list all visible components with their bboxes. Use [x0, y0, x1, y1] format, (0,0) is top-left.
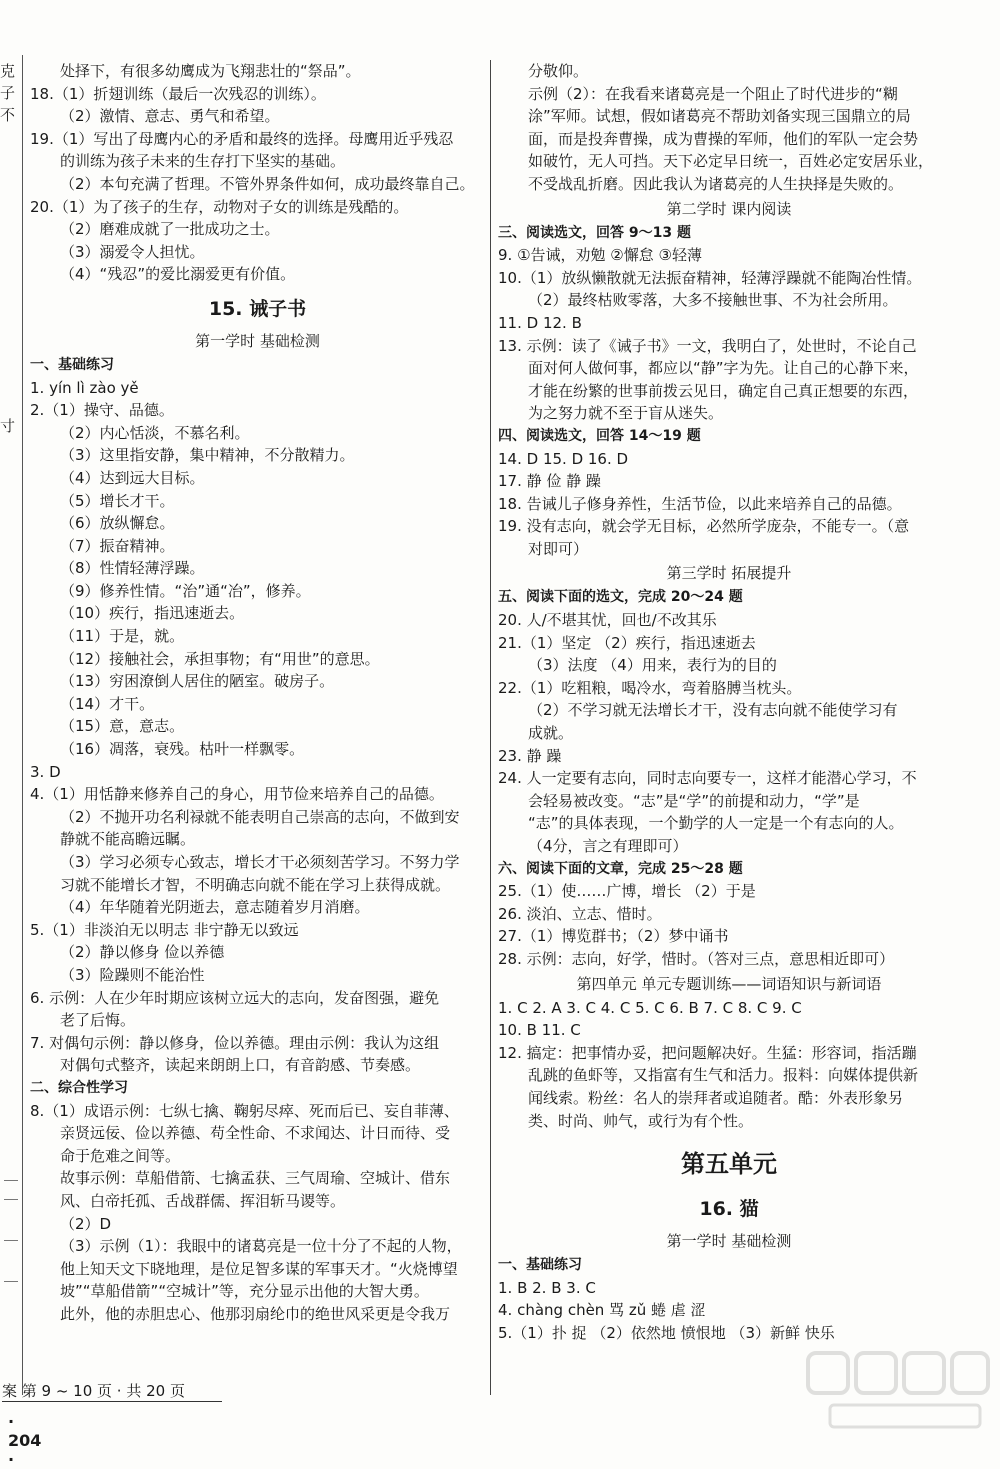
answer-line: （8）性情轻薄浮躁。 [60, 559, 205, 578]
answer-line: 坡”“草船借箭”“空城计”等，充分显示出他的大智大勇。 [60, 1282, 429, 1301]
answer-line: 4. chàng chèn 骂 zǔ 蜷 虐 涩 [498, 1301, 706, 1320]
answer-line: 面，而是投奔曹操，成为曹操的军师，他们的军队一定会势 [528, 129, 919, 148]
answer-line: 1. C 2. A 3. C 4. C 5. C 6. B 7. C 8. C 9. C [498, 998, 802, 1017]
answer-line: 26. 淡泊、立志、惜时。 [498, 904, 662, 923]
answer-line: 10. B 11. C [498, 1021, 581, 1040]
answer-line: （2）磨难成就了一批成功之士。 [60, 220, 280, 239]
answer-line: （2）不学习就无法增长才干，没有志向就不能使学习有 [528, 701, 898, 720]
section-heading: 五、阅读下面的选文，完成 20～24 题 [498, 589, 743, 606]
section-heading: 一、基础练习 [498, 1257, 582, 1274]
section-heading: 六、阅读下面的文章，完成 25～28 题 [498, 860, 743, 877]
answer-line: 涂”军师。试想，假如诸葛亮不帮助刘备实现三国鼎立的局 [528, 107, 911, 126]
edge-mark [4, 1240, 18, 1282]
answer-line: 不受战乱折磨。因此我认为诸葛亮的人生抉择是失败的。 [528, 174, 904, 193]
answer-line: （3）法度 （4）用来，表行为的目的 [528, 656, 777, 675]
subsection-heading: 第二学时 课内阅读 [666, 199, 792, 218]
answer-line: 的训练为孩子未来的生存打下坚实的基础。 [60, 152, 346, 171]
answer-line: 才能在纷繁的世事前拨云见日，确定自己真正想要的东西， [528, 381, 919, 400]
left-column [30, 60, 485, 1325]
answer-line: （14）才干。 [60, 694, 155, 713]
left-edge-cropped-text [0, 60, 22, 435]
answer-line: 6. 示例：人在少年时期应该树立远大的志向，发奋图强，避免 [30, 988, 440, 1007]
answer-line: （2）最终枯败零落，大多不接触世事、不为社会所用。 [528, 291, 898, 310]
answer-line: 8.（1）成语示例：七纵七擒、鞠躬尽瘁、死而后已、妄自菲薄、 [30, 1101, 459, 1120]
answer-line: 23. 静 躁 [498, 746, 562, 765]
edge-char: 克 [0, 62, 16, 80]
answer-line: 类、时尚、帅气，或行为有个性。 [528, 1111, 754, 1130]
section-heading: 二、综合性学习 [30, 1079, 128, 1096]
column-divider [490, 60, 491, 1395]
answer-line: 他上知天文下晓地理，是位足智多谋的军事天才。“火烧博望 [60, 1259, 458, 1278]
answer-line: （7）振奋精神。 [60, 536, 175, 555]
answer-line: （3）示例（1）：我眼中的诸葛亮是一位十分了不起的人物， [60, 1237, 462, 1256]
page-range: 案 第 9 ~ 10 页 · 共 20 页 [2, 1380, 222, 1402]
answer-line: 9. ①告诫，劝勉 ②懈怠 ③轻薄 [498, 246, 702, 265]
answer-line: 3. D [30, 762, 61, 781]
answer-line: （4分，言之有理即可） [528, 837, 688, 855]
answer-line: 24. 人一定要有志向，同时志向要专一，这样才能潜心学习，不 [498, 769, 917, 788]
answer-line: 乱跳的鱼虾等，又指富有生气和活力。报料：向媒体提供新 [528, 1066, 919, 1085]
unit-heading: 第五单元 [681, 1150, 777, 1179]
answer-line: 21.（1）坚定 （2）疾行，指迅速逝去 [498, 633, 756, 652]
answer-line: 故事示例：草船借箭、七擒孟获、三气周瑜、空城计、借东 [60, 1169, 451, 1188]
subsection-heading: 第一学时 基础检测 [666, 1232, 792, 1251]
answer-line: 成就。 [528, 724, 574, 743]
answer-line: 28. 示例：志向，好学，惜时。（答对三点，意思相近即可） [498, 949, 895, 968]
answer-line: 19.（1）写出了母鹰内心的矛盾和最终的选择。母鹰用近乎残忍 [30, 129, 454, 148]
answer-line: 此外，他的赤胆忠心、他那羽扇纶巾的绝世风采更是令我万 [60, 1304, 451, 1323]
answer-line: （2）不抛开功名利禄就不能表明自己崇高的志向，不做到安 [60, 807, 460, 826]
answer-line: （4）达到远大目标。 [60, 468, 205, 487]
edge-char: 寸 [0, 417, 16, 435]
answer-line: 面对何人做何事，都应以“静”字为先。让自己的心静下来， [528, 359, 919, 378]
answer-line: “志”的具体表现，一个勤学的人一定是一个有志向的人。 [528, 814, 904, 833]
answer-line: 10.（1）放纵懒散就无法振奋精神，轻薄浮躁就不能陶冶性情。 [498, 268, 922, 287]
lesson-title: 15. 诫子书 [208, 297, 307, 320]
section-heading: 一、基础练习 [30, 356, 114, 373]
subsection-heading: 第一学时 基础检测 [195, 331, 320, 350]
watermark-logo-icon [800, 1345, 995, 1435]
answer-line: 18.（1）折翅训练（最后一次残忍的训练）。 [30, 84, 326, 103]
edge-char: 不 [0, 106, 16, 124]
answer-line: 20.（1）为了孩子的生存，动物对子女的训练是残酷的。 [30, 197, 409, 216]
answer-line: （5）增长才干。 [60, 491, 175, 510]
answer-line: 处择下，有很多幼鹰成为飞翔悲壮的“祭品”。 [60, 62, 361, 80]
answer-line: 5.（1）扑 捉 （2）依然地 愤恨地 （3）新鲜 快乐 [498, 1323, 835, 1342]
answer-line: （9）修养性情。“治”通“冶”，修养。 [60, 581, 311, 600]
answer-line: （6）放纵懈怠。 [60, 514, 175, 533]
answer-line: 20. 人/不堪其忧，回也/不改其乐 [498, 611, 717, 630]
subsection-heading: 第三学时 拓展提升 [666, 564, 792, 583]
answer-line: 亲贤远佞、俭以养德、苟全性命、不求闻达、计日而待、受 [60, 1124, 451, 1143]
section-heading: 三、阅读选文，回答 9～13 题 [498, 224, 691, 241]
binding-line [22, 55, 23, 1395]
answer-line: 风、白帝托孤、舌战群儒、挥泪斩马谡等。 [60, 1191, 346, 1210]
answer-line: （11）于是，就。 [60, 627, 185, 646]
answer-line: （4）年华随着光阴逝去，意志随着岁月消磨。 [60, 898, 370, 917]
answer-line: （16）凋落，衰残。枯叶一样飘零。 [60, 740, 305, 759]
answer-line: 1. yín lì zào yě [30, 378, 139, 397]
answer-line: 静就不能高瞻远瞩。 [60, 830, 196, 849]
answer-line: 为之努力就不至于盲从迷失。 [528, 404, 724, 423]
answer-line: 11. D 12. B [498, 313, 582, 332]
answer-line: （13）穷困潦倒人居住的陋室。破房子。 [60, 672, 335, 691]
right-column [498, 60, 960, 1345]
answer-line: 5.（1）非淡泊无以明志 非宁静无以致远 [30, 920, 299, 939]
answer-line: （3）学习必须专心致志，增长才干必须刻苦学习。不努力学 [60, 853, 460, 871]
answer-line: 示例（2）：在我看来诸葛亮是一个阻止了时代进步的“糊 [528, 84, 898, 103]
answer-line: 分敬仰。 [528, 62, 589, 80]
answer-line: 对偶句式整齐，读起来朗朗上口，有音韵感、节奏感。 [60, 1056, 421, 1075]
answer-line: 13. 示例：读了《诫子书》一文，我明白了，处世时，不论自己 [498, 336, 917, 355]
answer-line: 老了后悔。 [60, 1011, 136, 1030]
page-number: · 204 · [8, 1412, 42, 1469]
answer-line: （2）静以修身 俭以养德 [60, 943, 225, 962]
answer-line: （2）本句充满了哲理。不管外界条件如何，成功最终靠自己。 [60, 174, 475, 193]
answer-line: 4.（1）用恬静来修养自己的身心，用节俭来培养自己的品德。 [30, 785, 444, 804]
answer-line: （2）激情、意志、勇气和希望。 [60, 107, 280, 126]
answer-line: 19. 没有志向，就会学无目标，必然所学庞杂，不能专一。（意 [498, 517, 910, 536]
answer-line: 27.（1）博览群书；（2）梦中诵书 [498, 927, 729, 946]
answer-line: （3）这里指安静，集中精神，不分散精力。 [60, 446, 355, 465]
answer-line: 会轻易被改变。“志”是“学”的前提和动力，“学”是 [528, 791, 860, 810]
edge-mark [4, 1180, 18, 1200]
lesson-title: 16. 猫 [699, 1198, 759, 1221]
answer-line: 2.（1）操守、品德。 [30, 401, 174, 420]
answer-line: （2）内心恬淡，不慕名利。 [60, 423, 250, 442]
section-heading: 四、阅读选文，回答 14～19 题 [498, 427, 701, 444]
answer-line: （10）疾行，指迅速逝去。 [60, 604, 245, 623]
answer-line: 1. B 2. B 3. C [498, 1278, 596, 1297]
answer-line: 25.（1）使……广博，增长 （2）于是 [498, 882, 756, 901]
answer-line: 22.（1）吃粗粮，喝冷水，弯着胳膊当枕头。 [498, 678, 802, 697]
answer-line: （15）意，意志。 [60, 717, 185, 736]
answer-line: 12. 搞定：把事情办妥，把问题解决好。生猛：形容词，指活蹦 [498, 1043, 917, 1062]
answer-line: （4）“残忍”的爱比溺爱更有价值。 [60, 265, 296, 284]
answer-line: 14. D 15. D 16. D [498, 449, 629, 468]
answer-line: （12）接触社会，承担事物；有“用世”的意思。 [60, 649, 380, 668]
edge-char: 子 [0, 84, 16, 102]
answer-line: 17. 静 俭 静 躁 [498, 472, 601, 491]
answer-line: （2）D [60, 1214, 112, 1233]
answer-line: （3）险躁则不能治性 [60, 965, 205, 984]
answer-line: 闻线索。粉丝：名人的崇拜者或追随者。酷：外表形象另 [528, 1088, 904, 1107]
answer-line: 命于危难之间等。 [60, 1146, 181, 1165]
answer-line: 7. 对偶句示例：静以修身，俭以养德。理由示例：我认为这组 [30, 1033, 440, 1052]
answer-line: 18. 告诫儿子修身养性，生活节俭，以此来培养自己的品德。 [498, 494, 902, 513]
answer-line: 如破竹，无人可挡。天下必定早日统一，百姓必定安居乐业， [528, 152, 934, 171]
subsection-heading: 第四单元 单元专题训练——词语知识与新词语 [576, 974, 882, 993]
answer-line: 习就不能增长才智，不明确志向就不能在学习上获得成就。 [60, 875, 451, 894]
answer-line: （3）溺爱令人担忧。 [60, 242, 205, 261]
answer-line: 对即可） [528, 539, 589, 558]
